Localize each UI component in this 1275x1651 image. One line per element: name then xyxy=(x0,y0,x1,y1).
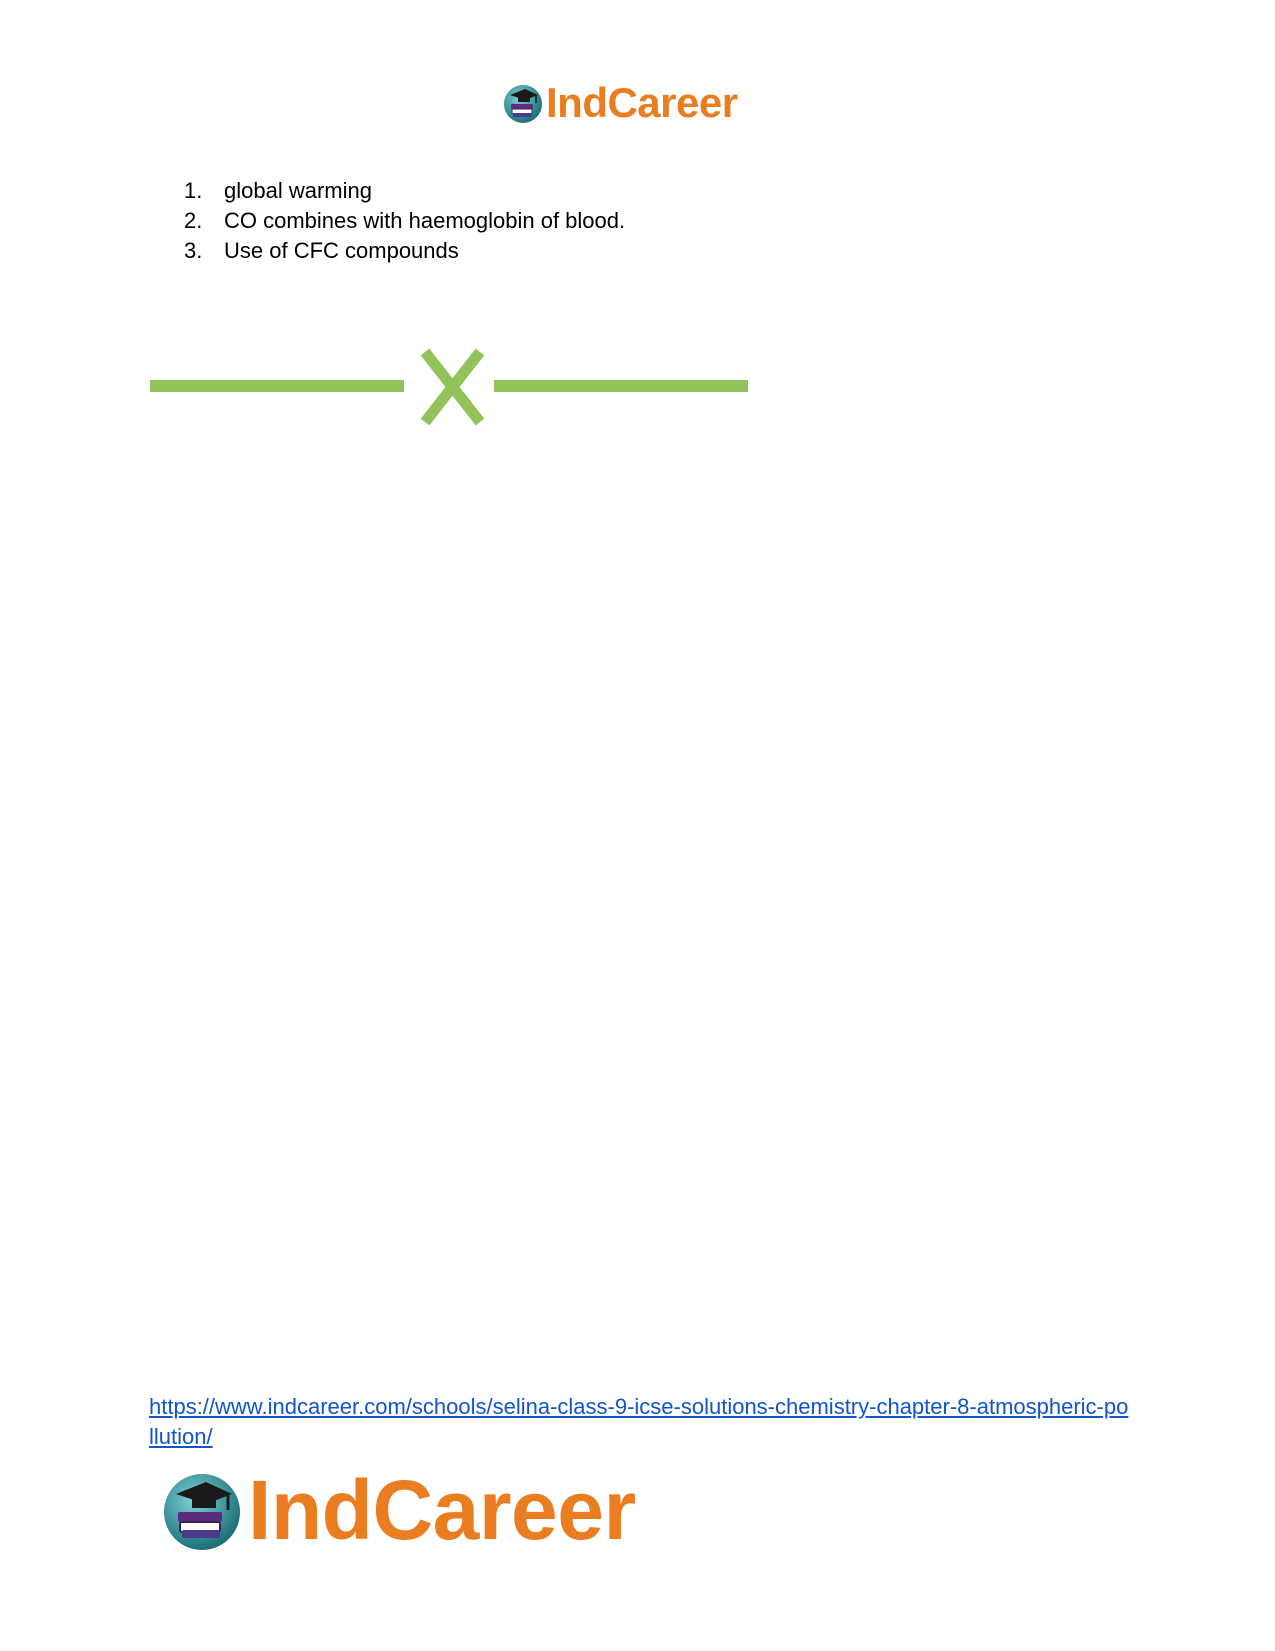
x-mark-icon xyxy=(425,352,480,422)
list-item xyxy=(184,176,625,206)
source-url-link[interactable]: https://www.indcareer.com/schools/selina-class-9-icse-solutions-chemistry-chapter-8-atmospheric-pollution/ xyxy=(149,1394,1129,1449)
list-item xyxy=(184,236,625,266)
list-item-text: Use of CFC compounds xyxy=(224,238,459,263)
list-item-number: 1. xyxy=(184,178,203,203)
list-item-number: 2. xyxy=(184,208,203,233)
list-item-text: CO combines with haemoglobin of blood. xyxy=(224,208,626,233)
answer-list xyxy=(184,176,625,266)
header-logo xyxy=(502,80,738,126)
graduation-cap-books-icon xyxy=(160,1468,244,1552)
footer-logo-text: IndCareer xyxy=(248,1463,636,1557)
header-logo-text: IndCareer xyxy=(546,79,738,126)
section-divider xyxy=(150,348,750,433)
footer-logo xyxy=(160,1463,636,1557)
graduation-cap-books-icon xyxy=(502,82,544,124)
list-item-text: global warming xyxy=(224,178,372,203)
list-item xyxy=(184,206,625,236)
list-item-number: 3. xyxy=(184,238,203,263)
